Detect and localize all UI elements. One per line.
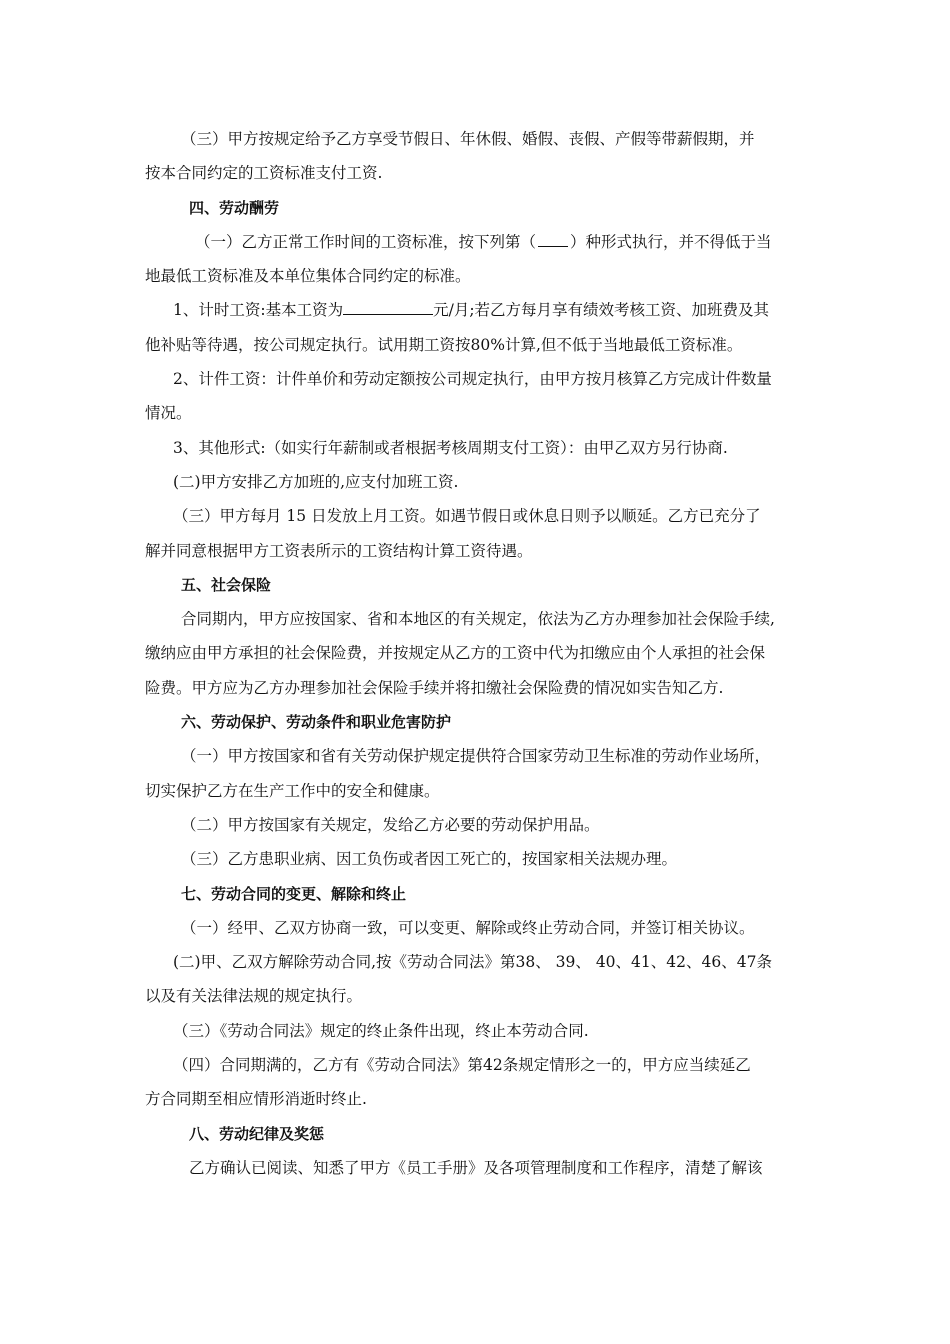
line-text: （二）甲方按国家有关规定，发给乙方必要的劳动保护用品。 (181, 815, 600, 834)
line-text: 五、社会保险 (181, 575, 272, 594)
section-heading (145, 705, 817, 739)
line-text: 乙方确认已阅读、知悉了甲方《员工手册》及各项管理制度和工作程序，清楚了解该 (189, 1158, 763, 1177)
paragraph-line (145, 156, 817, 190)
paragraph-line (145, 225, 817, 259)
document-body (145, 122, 817, 1185)
paragraph-line (145, 1048, 817, 1082)
paragraph-line (145, 1082, 817, 1116)
paragraph-line (145, 396, 817, 430)
line-text: 1、计时工资:基本工资为 (173, 301, 344, 320)
line-text: (二)甲、乙双方解除劳动合同,按《劳动合同法》第38、 39、 40、41、42、46、47条 (173, 953, 772, 972)
line-text: 切实保护乙方在生产工作中的安全和健康。 (145, 781, 440, 800)
paragraph-line (145, 842, 817, 876)
line-text: 3、其他形式:（如实行年薪制或者根据考核周期支付工资）：由甲乙双方另行协商. (173, 438, 728, 457)
line-text: 险费。甲方应为乙方办理参加社会保险手续并将扣缴社会保险费的情况如实告知乙方. (145, 678, 724, 697)
line-text: 解并同意根据甲方工资表所示的工资结构计算工资待遇。 (145, 541, 533, 560)
line-text: （一）乙方正常工作时间的工资标准，按下列第（ (195, 232, 537, 251)
paragraph-line (145, 979, 817, 1013)
paragraph-line (145, 465, 817, 499)
section-heading (145, 877, 817, 911)
line-text: （三）乙方患职业病、因工负伤或者因工死亡的，按国家相关法规办理。 (181, 850, 678, 869)
line-text: 按本合同约定的工资标准支付工资. (145, 164, 383, 183)
line-text: 地最低工资标准及本单位集体合同约定的标准。 (145, 267, 471, 286)
paragraph-line (145, 534, 817, 568)
paragraph-line (145, 602, 817, 636)
line-text: 以及有关法律法规的规定执行。 (145, 987, 363, 1006)
paragraph-line (145, 1014, 817, 1048)
section-heading (145, 191, 817, 225)
paragraph-line (145, 328, 817, 362)
section-heading (145, 568, 817, 602)
paragraph-line (145, 945, 817, 979)
paragraph-line (145, 431, 817, 465)
paragraph-line (145, 808, 817, 842)
paragraph-line (145, 636, 817, 670)
line-text: 情况。 (145, 404, 192, 423)
line-text: 他补贴等待遇，按公司规定执行。试用期工资按80%计算,但不低于当地最低工资标准。 (145, 335, 743, 354)
line-text: 缴纳应由甲方承担的社会保险费，并按规定从乙方的工资中代为扣缴应由个人承担的社会保 (145, 644, 766, 663)
line-text: （三）甲方按规定给予乙方享受节假日、年休假、婚假、丧假、产假等带薪假期，并 (181, 130, 755, 148)
section-heading (145, 1117, 817, 1151)
line-text: （一）甲方按国家和省有关劳动保护规定提供符合国家劳动卫生标准的劳动作业场所， (181, 747, 771, 766)
paragraph-line (145, 739, 817, 773)
line-text: 2、计件工资：计件单价和劳动定额按公司规定执行，由甲方按月核算乙方完成计件数量 (173, 370, 772, 389)
paragraph-line (145, 671, 817, 705)
line-text: 八、劳动纪律及奖惩 (189, 1124, 325, 1143)
line-text-continued: 元/月;若乙方每月享有绩效考核工资、加班费及其 (433, 301, 770, 320)
line-text: （三）甲方每月 15 日发放上月工资。如遇节假日或休息日则予以顺延。乙方已充分了 (173, 507, 761, 526)
fill-in-blank (538, 232, 568, 247)
paragraph-line (145, 499, 817, 533)
fill-in-blank (343, 300, 433, 315)
paragraph-line (145, 293, 817, 327)
line-text: 四、劳动酬劳 (189, 198, 280, 217)
paragraph-line (145, 911, 817, 945)
line-text: （四）合同期满的，乙方有《劳动合同法》第42条规定情形之一的，甲方应当续延乙 (173, 1056, 751, 1075)
line-text: 方合同期至相应情形消逝时终止. (145, 1090, 367, 1109)
line-text: 合同期内，甲方应按国家、省和本地区的有关规定，依法为乙方办理参加社会保险手续, (181, 610, 775, 629)
line-text: 六、劳动保护、劳动条件和职业危害防护 (181, 713, 452, 732)
paragraph-line (145, 1151, 817, 1185)
paragraph-line (145, 362, 817, 396)
line-text: （三）《劳动合同法》规定的终止条件出现，终止本劳动合同. (173, 1021, 589, 1040)
paragraph-line (145, 122, 817, 156)
paragraph-line (145, 259, 817, 293)
line-text: 七、劳动合同的变更、解除和终止 (181, 884, 407, 903)
line-text-continued: ）种形式执行，并不得低于当 (570, 232, 772, 251)
line-text: （一）经甲、乙双方协商一致，可以变更、解除或终止劳动合同，并签订相关协议。 (181, 918, 755, 937)
paragraph-line (145, 774, 817, 808)
line-text: (二)甲方安排乙方加班的,应支付加班工资. (173, 472, 459, 491)
